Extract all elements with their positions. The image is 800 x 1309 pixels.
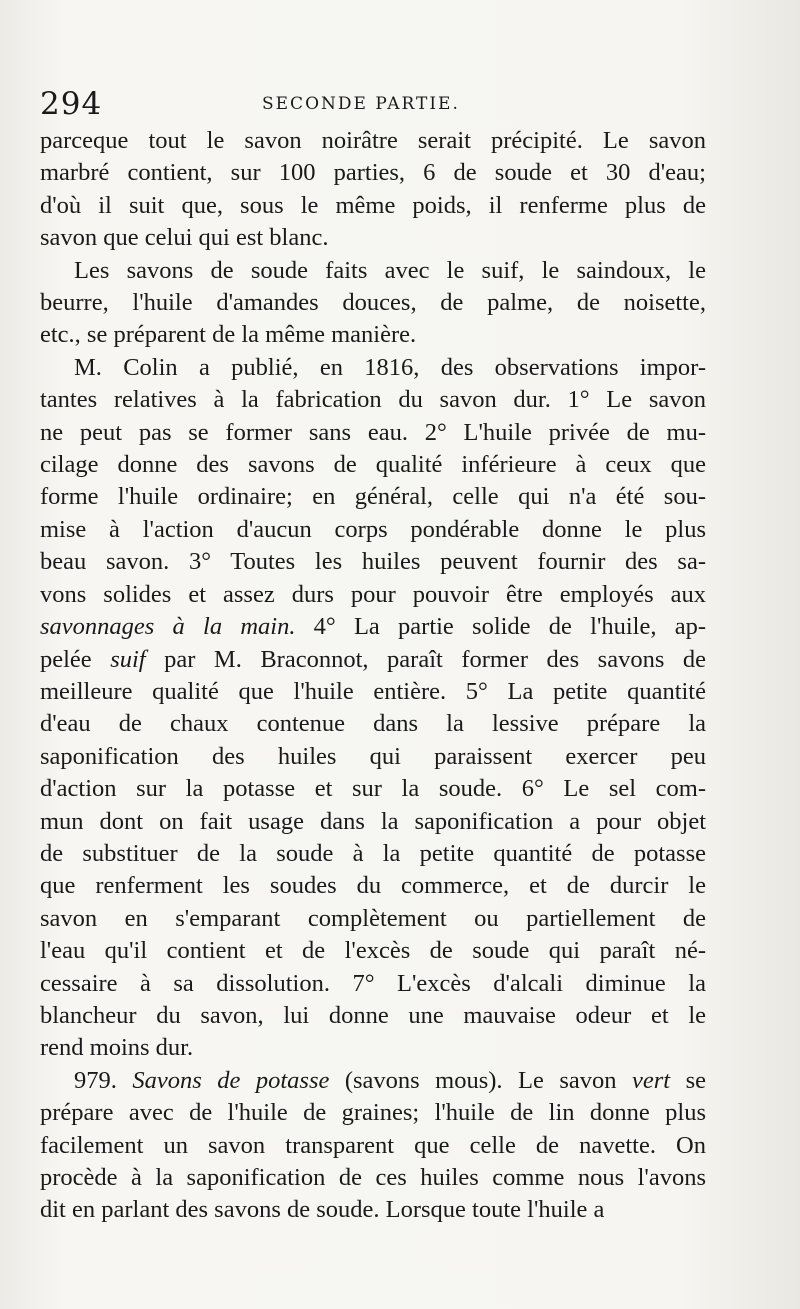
text-segment: d'eau de chaux contenue dans la lessive prépare la [40,710,706,738]
page-header [40,86,700,122]
body-text [40,125,706,1227]
text-line [40,125,706,157]
text-segment: d'action sur la potasse et sur la soude. 6° Le sel com- [40,775,706,803]
text-segment: procède à la saponification de ces huiles comme nous l'avons [40,1164,706,1191]
text-segment: etc., se préparent de la même manière. [40,321,417,349]
text-line [40,190,706,222]
text-segment: marbré contient, sur 100 parties, 6 de soude et 30 d'eau; [40,159,706,187]
text-line [40,222,706,254]
text-segment: dit en parlant des savons de soude. Lorsque toute l'huile a [40,1196,605,1224]
text-segment: se [670,1066,706,1094]
text-segment: cessaire à sa dissolution. 7° L'excès d'alcali diminue la [40,969,706,997]
text-segment: l'eau qu'il contient et de l'excès de soude qui paraît né- [40,937,706,965]
text-segment: de substituer de la soude à la petite quantité de potasse [40,839,706,867]
text-line [40,384,706,416]
text-segment: 4° La partie solide de l'huile, ap- [295,613,706,641]
running-head: SECONDE PARTIE. [262,94,460,114]
text-line [40,806,706,838]
italic-text: vert [632,1066,671,1094]
text-line [40,773,706,805]
text-segment: beurre, l'huile d'amandes douces, de palme, de noisette, [40,289,706,317]
italic-text: suif [110,645,146,673]
text-line [40,255,706,287]
text-line [40,903,706,935]
text-segment: beau savon. 3° Toutes les huiles peuvent fournir des sa- [40,548,706,576]
text-segment: d'où il suit que, sous le même poids, il renferme plus de [40,191,706,219]
text-segment: meilleure qualité que l'huile entière. 5° La petite quantité [40,677,706,705]
text-line [40,1162,706,1194]
text-line [40,968,706,1000]
text-line [40,708,706,740]
text-line [40,1194,706,1226]
text-line [40,1097,706,1129]
text-segment: 979. [74,1066,133,1094]
text-line [40,935,706,967]
text-line [40,481,706,513]
text-line [40,644,706,676]
text-line [40,870,706,902]
text-segment: tantes relatives à la fabrication du savon dur. 1° Le savon [40,386,706,414]
text-line [40,287,706,319]
text-segment: Les savons de soude faits avec le suif, le saindoux, le [74,256,706,284]
text-line [40,838,706,870]
text-segment: blancheur du savon, lui donne une mauvaise odeur et le [40,1001,706,1029]
text-line [40,1130,706,1162]
text-line [40,611,706,643]
text-line [40,676,706,708]
text-line [40,579,706,611]
text-segment: cilage donne des savons de qualité inférieure à ceux que [40,451,706,479]
text-segment: rend moins dur. [40,1034,194,1062]
text-line [40,319,706,351]
text-segment: facilement un savon transparent que celle de navette. On [40,1131,706,1159]
text-segment: M. Colin a publié, en 1816, des observations impor- [74,353,706,381]
page-number: 294 [40,86,103,122]
text-line [40,546,706,578]
text-segment: vons solides et assez durs pour pouvoir être employés aux [40,580,706,608]
text-line [40,514,706,546]
text-segment: saponification des huiles qui paraissent exercer peu [40,742,706,770]
text-segment: parceque tout le savon noirâtre serait précipité. Le savon [40,127,706,154]
text-line [40,352,706,384]
text-segment: pelée [40,645,111,673]
text-segment: (savons mous). Le savon [329,1066,632,1094]
text-segment: que renferment les soudes du commerce, et de durcir le [40,872,706,900]
text-line [40,1065,706,1097]
text-segment: savon en s'emparant complètement ou partiellement de [40,904,706,932]
text-line [40,741,706,773]
text-segment: mise à l'action d'aucun corps pondérable donne le plus [40,515,706,543]
italic-text: Savons de potasse [132,1066,330,1094]
text-line [40,417,706,449]
text-line [40,1032,706,1064]
text-segment: savon que celui qui est blanc. [40,224,329,252]
text-segment: par M. Braconnot, paraît former des savons de [145,645,706,673]
text-line [40,1000,706,1032]
text-segment: forme l'huile ordinaire; en général, celle qui n'a été sou- [40,483,706,511]
text-segment: ne peut pas se former sans eau. 2° L'huile privée de mu- [40,418,706,446]
text-segment: mun dont on fait usage dans la saponification a pour objet [40,807,706,835]
text-line [40,157,706,189]
text-line [40,449,706,481]
italic-text: savonnages à la main. [40,613,296,641]
text-segment: prépare avec de l'huile de graines; l'huile de lin donne plus [40,1099,706,1127]
